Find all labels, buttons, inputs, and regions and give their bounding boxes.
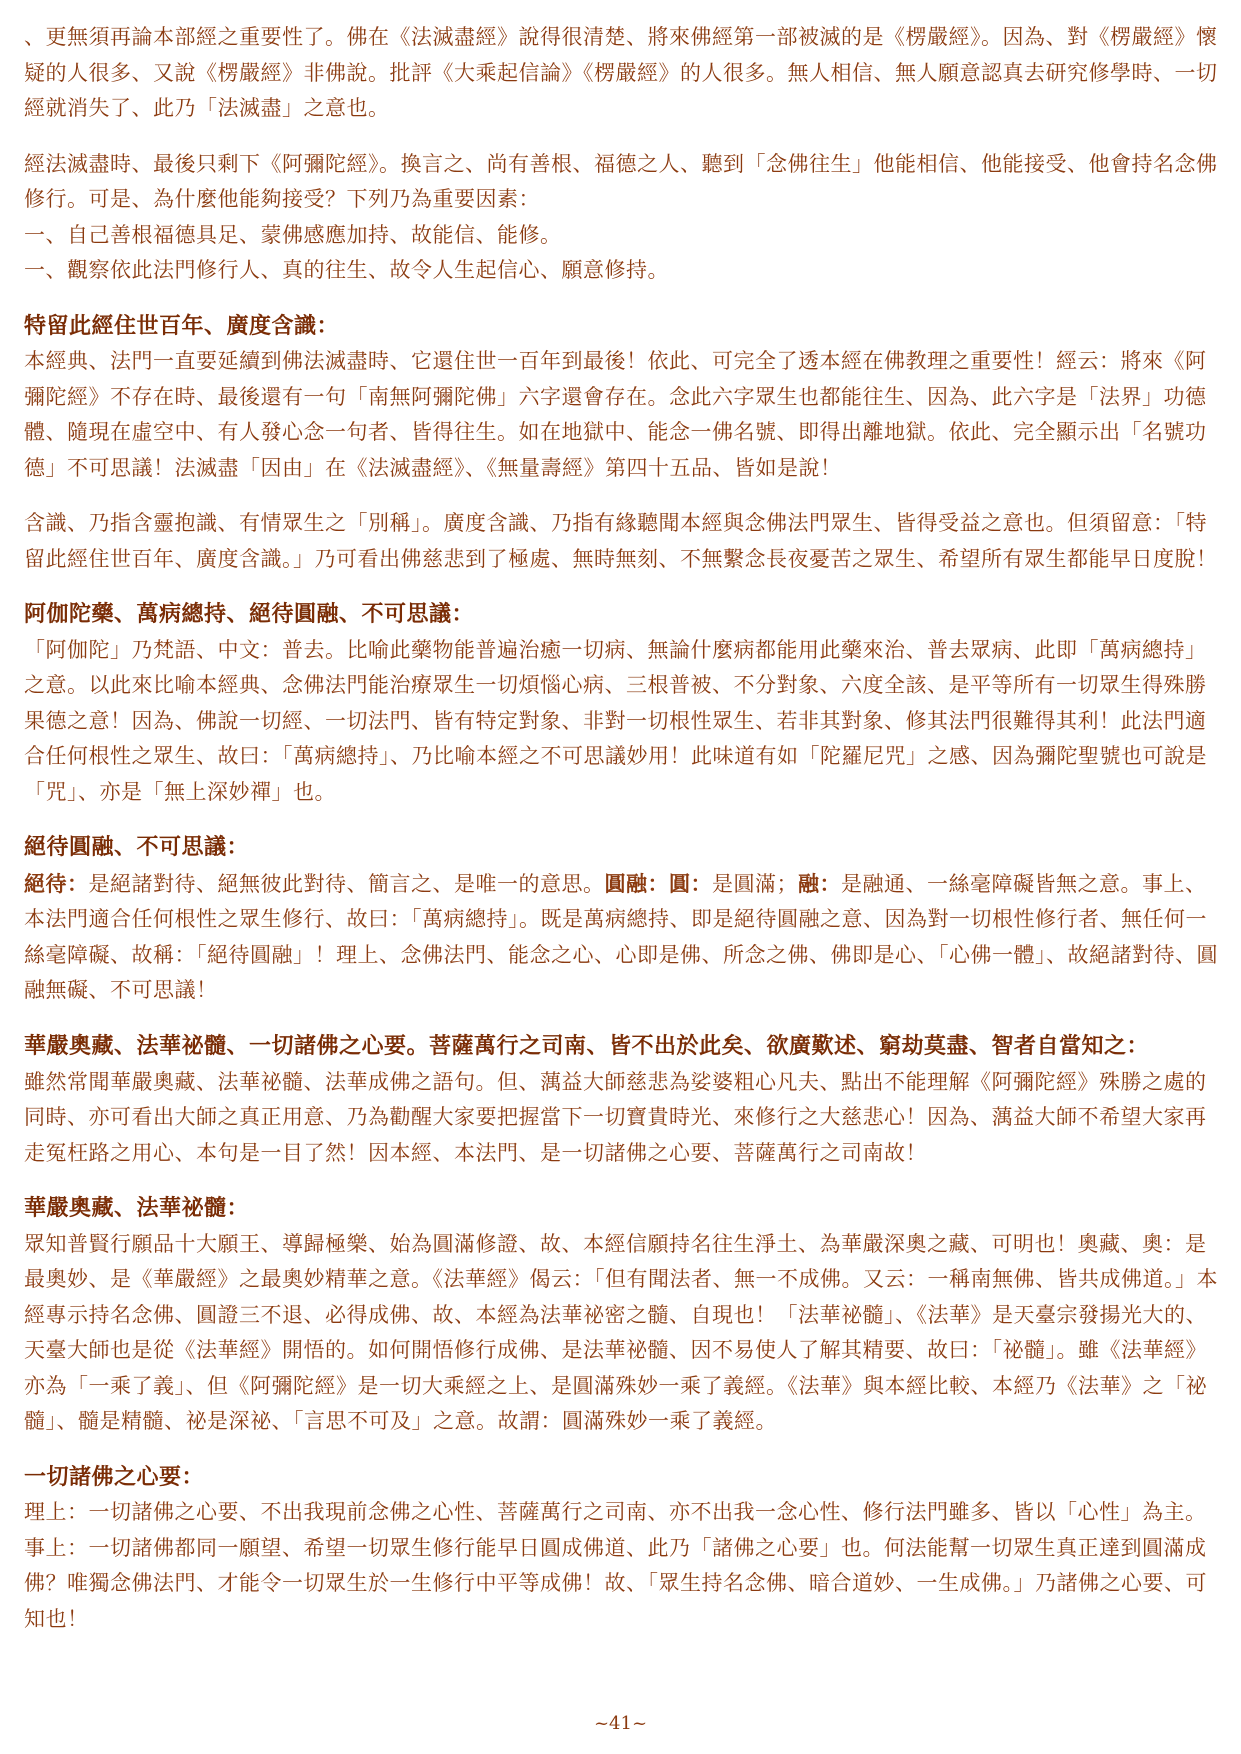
section-5-paragraph-1: 眾知普賢行願品十大願王、導歸極樂、始為圓滿修證、故、本經信願持名往生淨土、為華嚴深奧之藏、可明也！奧藏、奧：是最奧妙、是《華嚴經》之最奧妙精華之意。《法華經》偈云：「但有聞法者、無一不成佛。又云：一稱南無佛、皆共成佛道。」本經專示持名念佛、圓證三不退、必得成佛、故、本經為法華祕密之髓、自現也！「法華祕髓」、《法華》是天臺宗發揚光大的、天臺大師也是從《法華經》開悟的。如何開悟修行成佛、是法華祕髓、因不易使人了解其精要、故曰：「祕髓」。雖《法華經》亦為「一乘了義」、但《阿彌陀經》是一切大乘經之上、是圓滿殊妙一乘了義經。《法華》與本經比較、本經乃《法華》之「祕髓」、髓是精髓、祕是深祕、「言思不可及」之意。故謂：圓滿殊妙一乘了義經。 — [24, 1231, 1218, 1433]
section-heading-preserve-sutra: 特留此經住世百年、廣度含識： — [24, 313, 340, 339]
intro-paragraph-2-text: 經法滅盡時、最後只剩下《阿彌陀經》。換言之、尚有善根、福德之人、聽到「念佛往生」他能相信、他能接受、他會持名念佛修行。可是、為什麼他能夠接受？下列乃為重要因素： — [24, 151, 1218, 211]
section-heading-avatamsaka-lotus-short: 華嚴奧藏、法華祕髓： — [24, 1196, 250, 1221]
intro-paragraph-1: 、更無須再論本部經之重要性了。佛在《法滅盡經》說得很清楚、將來佛經第一部被滅的是《楞嚴經》。因為、對《楞嚴經》懷疑的人很多、又說《楞嚴經》非佛說。批評《大乘起信論》《楞嚴經》的人很多。無人相信、無人願意認真去研究修學時、一切經就消失了、此乃「法滅盡」之意也。 — [24, 25, 1218, 120]
section-heading-buddha-heart: 一切諸佛之心要： — [24, 1464, 205, 1490]
factor-item-1: 一、自己善根福德具足、蒙佛感應加持、故能信、能修。 — [24, 222, 562, 247]
section-heading-absolute-perfect: 絕待圓融、不可思議： — [24, 835, 250, 860]
section-2-paragraph-1: 「阿伽陀」乃梵語、中文：普去。比喻此藥物能普遍治癒一切病、無論什麼病都能用此藥來治、普去眾病、此即「萬病總持」之意。以此來比喻本經典、念佛法門能治療眾生一切煩惱心病、三根普被、不分對象、六度全該、是平等所有一切眾生得殊勝果德之意！因為、佛說一切經、一切法門、皆有特定對象、非對一切根性眾生、若非其對象、修其法門很難得其利！此法門適合任何根性之眾生、故曰：「萬病總持」、乃比喻本經之不可思議妙用！此味道有如「陀羅尼咒」之感、因為彌陀聖號也可說是「咒」、亦是「無上深妙禪」也。 — [24, 637, 1207, 804]
term-absolute-definition: 是絕諸對待、絕無彼此對待、簡言之、是唯一的意思。 — [88, 871, 605, 896]
factor-item-2: 一、觀察依此法門修行人、真的往生、故令人生起信心、願意修持。 — [24, 258, 669, 282]
section-heading-agada-medicine: 阿伽陀藥、萬病總持、絕待圓融、不可思議： — [24, 602, 475, 627]
document-page — [24, 20, 1220, 1657]
term-perfect: 圓融：圓： — [604, 870, 712, 896]
section-3-paragraph-1 — [24, 866, 1220, 1009]
section-heading-avatamsaka-lotus: 華嚴奧藏、法華祕髓、一切諸佛之心要。菩薩萬行之司南、皆不出於此矣、欲廣歎述、窮劫莫盡、智者自當知之： — [24, 1033, 1150, 1059]
section-1-paragraph-2: 含識、乃指含靈抱識、有情眾生之「別稱」。廣度含識、乃指有緣聽聞本經與念佛法門眾生、皆得受益之意也。但須留意：「特留此經住世百年、廣度含識。」乃可看出佛慈悲到了極處、無時無刻、不無繫念長夜憂苦之眾生、希望所有眾生都能早日度脫！ — [24, 511, 1218, 571]
term-fusion: 融： — [798, 870, 841, 896]
term-perfect-definition: 是圓滿； — [712, 871, 798, 896]
section-4-paragraph-1: 雖然常聞華嚴奧藏、法華祕髓、法華成佛之語句。但、蕅益大師慈悲為娑婆粗心凡夫、點出不能理解《阿彌陀經》殊勝之處的同時、亦可看出大師之真正用意、乃為勸醒大家要把握當下一切寶貴時光、來修行之大慈悲心！因為、蕅益大師不希望大家再走冤枉路之用心、本句是一目了然！因本經、本法門、是一切諸佛之心要、菩薩萬行之司南故！ — [24, 1069, 1207, 1165]
term-absolute: 絕待： — [24, 870, 89, 896]
term-fusion-definition: 是融通、一絲毫障礙皆無之意。事上、本法門適合任何根性之眾生修行、故曰：「萬病總持」。既是萬病總持、即是絕待圓融之意、因為對一切根性修行者、無任何一絲毫障礙、故稱：「絕待圓融」！理上、念佛法門、能念之心、心即是佛、所念之佛、佛即是心、「心佛一體」、故絕諸對待、圓融無礙、不可思議！ — [24, 871, 1218, 1002]
intro-paragraph-2 — [24, 147, 1220, 289]
page-number: ~41~ — [593, 1713, 648, 1734]
section-6-paragraph-1: 理上：一切諸佛之心要、不出我現前念佛之心性、菩薩萬行之司南、亦不出我一念心性、修行法門雖多、皆以「心性」為主。事上：一切諸佛都同一願望、希望一切眾生修行能早日圓成佛道、此乃「諸佛之心要」也。何法能幫一切眾生真正達到圓滿成佛？唯獨念佛法門、才能令一切眾生於一生修行中平等成佛！故、「眾生持名念佛、暗合道妙、一生成佛。」乃諸佛之心要、可知也！ — [24, 1500, 1207, 1631]
section-1-paragraph-1: 本經典、法門一直要延續到佛法滅盡時、它還住世一百年到最後！依此、可完全了透本經在佛教理之重要性！經云：將來《阿彌陀經》不存在時、最後還有一句「南無阿彌陀佛」六字還會存在。念此六字眾生也都能往生、因為、此六字是「法界」功德體、隨現在虛空中、有人發心念一句者、皆得往生。如在地獄中、能念一佛名號、即得出離地獄。依此、完全顯示出「名號功德」不可思議！法滅盡「因由」在《法滅盡經》、《無量壽經》第四十五品、皆如是說！ — [24, 349, 1207, 480]
